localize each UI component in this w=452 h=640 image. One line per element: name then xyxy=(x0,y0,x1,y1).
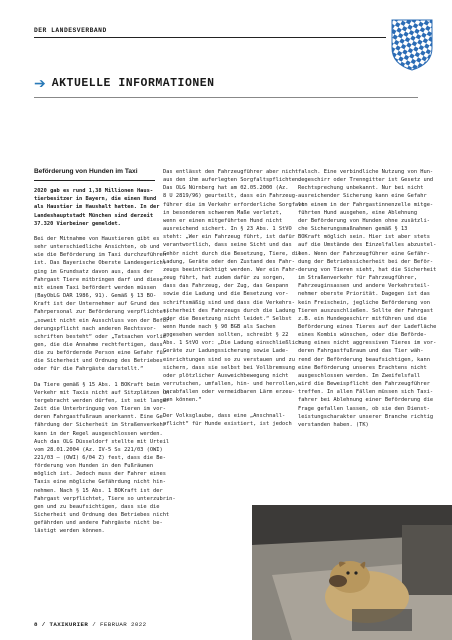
article-column-1 xyxy=(34,168,176,543)
footer-issue: / FEBRUAR 2022 xyxy=(88,621,147,628)
header-label: DER LANDESVERBAND xyxy=(34,27,107,34)
section-rule xyxy=(34,97,418,98)
article-paragraph: Das entlässt den Fahrzeugführer aber nicht aus den ihm auferlegten Sorgfaltspflichten. Das OLG Nürnberg hat am 02.05.2000 (Az. 8 U 2819/96) geurteilt, dass ein Fahrzeug- führer die im Verkehr erforderliche Sorgfalt in besonderem schwerem Maße verletzt, wenn er einen mitgeführten Hund nicht ausreichend sichert. In § 23 Abs. 1 StVO steht: „Wer ein Fahrzeug führt, ist dafür verantwortlich, dass seine Sicht und das Gehör nicht durch die Besetzung, Tiere, die Ladung, Geräte oder den Zustand des Fahr- zeugs beeinträchtigt werden. Wer ein Fahr- zeug führt, hat zudem dafür zu sorgen, dass das Fahrzeug, der Zug, das Gespann sowie die Ladung und die Besetzung vor- schriftsmäßig sind und dass die Verkehrs- sicherheit des Fahrzeugs durch die Ladung oder die Besetzung nicht leidet.“ Selbst wenn Hunde nach § 90 BGB als Sachen angesehen werden sollten, schreibt § 22 Abs. 1 StVO vor: „Die Ladung einschließlich Geräte zur Ladungssicherung sowie Lade- einrichtungen sind so zu verstauen und zu sichern, dass sie selbst bei Vollbremsung oder plötzlicher Ausweichbewegung nicht verrutschen, umfallen, hin- und herrollen, herabfallen oder vermeidbaren Lärm erzeu- gen können.“ xyxy=(163,169,305,404)
arrow-right-icon: ➔ xyxy=(34,75,46,91)
article-paragraph: Bei der Mitnahme von Haustieren gibt es sehr unterschiedliche Ansichten, ob und wie die Beförderung im Taxi durchzuführen ist. Das Bayerische Oberste Landesgericht ging im Grundsatz davon aus, dass der Fahrgast Tiere mitbringen darf und diese mit einem Taxi befördert werden müssen (BayObLG DAR 1986, 91). Gemäß § 13 BO- Kraft ist der Unternehmer auf Grund des Fahrpersonal zur Beförderung verpflichtet: „soweit nicht ein Ausschluss von der Beför- derungspflicht nach anderen Rechtsvor- schriften besteht“ oder „Tatsachen vorlie- gen, die die Annahme rechtfertigen, dass die zu befördernde Person eine Gefahr für die Sicherheit und Ordnung des Betriebes oder für die Fahrgäste darstellt.“ xyxy=(34,235,173,373)
section-title: AKTUELLE INFORMATIONEN xyxy=(51,76,215,90)
article-lead: 2020 gab es rund 1,38 Millionen Haus- tierbesitzer in Bayern, die einen Hund als Haustier im Haushalt hatten. In der Landeshauptstadt München sind derzeit 37.320 Vierbeiner gemeldet. xyxy=(34,188,160,227)
header-rule xyxy=(34,37,386,38)
article-paragraph: Da Tiere gemäß § 15 Abs. 1 BOKraft beim Verkehr mit Taxis nicht auf Sitzplätzen un- tergebracht werden dürfen, ist seit langer Zeit die Unterbringung von Tieren im vor- deren Fahrgastfußraum anerkannt. Eine Ge- fährdung der Sicherheit im Straßenverkehr kann in der Regel ausgeschlossen werden. Auch das OLG Düsseldorf stellte mit Urteil vom 28.01.2004 (Az. IV-5 Ss 221/03 (OWI) 221/03 – (OWI) 6/04 Z) fest, dass die Be- förderung von Hunden in den Fußräumen möglich ist. Jedoch muss der Fahrer eines Taxis eine mögliche Gefährdung nicht hin- nehmen. Nach § 15 Abs. 1 BOKraft ist der Fahrgast verpflichtet, Tiere so unterzubrin- gen und zu beaufsichtigen, dass sie die Sicherheit und Ordnung des Betriebes nicht gefährden und andere Fahrgäste nicht be- lästigt werden können. xyxy=(34,381,176,535)
article-paragraph: falsch. Eine verbindliche Nutzung von Hun- degeschirr oder Trenngitter ist Gesetz und Rechtsprechung unbekannt. Nur bei nicht ausreichender Sicherung kann eine Gefahr von einem in der Fahrgastinnenzelle mitge- führten Hund ausgehen, eine Ablehnung der Beförderung von Hunden ohne zusätzli- che Sicherungsmaßnahmen gemäß § 13 BOKraft möglich sein. Hier ist aber stets auf die Umstände des Einzelfalles abzustel- len. Wenn der Fahrzeugführer eine Gefähr- dung der Betriebssicherheit bei der Beför- derung von Tieren sieht, hat die Sicherheit im Straßenverkehr für Fahrzeugführer, Fahrzeuginsassen und andere Verkehrsteil- nehmer oberste Priorität. Dagegen ist das kein Freischein, jegliche Beförderung von Tieren auszuschließen. Sollte der Fahrgast z.B. ein Hundegeschirr mitführen und die Beförderung eines Tieres auf der Ladefläche eines Kombis wünschen, oder die Beförde- rung eines nicht aggressiven Tieres im vor- deren Fahrgastfußraum und das Tier wäh- rend der Beförderung beaufsichtigen, kann eine Beförderung unseres Erachtens nicht ausgeschlossen werden. Im Zweifelsfall wird die Beweispflicht den Fahrzeugführer treffen. In allen Fällen müssen sich Taxi- fahrer bei Ablehnung einer Beförderung die Frage gefallen lassen, ob sie den Dienst- leistungscharakter unserer Branche richtig verstanden haben. (TK) xyxy=(298,169,437,428)
article-column-2 xyxy=(163,168,305,435)
dog-in-car-photo xyxy=(252,505,452,640)
article-column-3 xyxy=(298,168,437,436)
section-heading xyxy=(34,76,215,90)
page-footer xyxy=(34,621,147,628)
footer-page: 8 / TAXIKURIER xyxy=(34,621,89,628)
heading-rule xyxy=(34,180,155,181)
article-heading: Beförderung von Hunden im Taxi xyxy=(34,168,138,175)
article-paragraph: Der Volksglaube, dass eine „Anschnall- pflicht“ für Hunde existiert, ist jedoch xyxy=(163,412,292,427)
bavarian-shield-logo xyxy=(390,18,434,72)
